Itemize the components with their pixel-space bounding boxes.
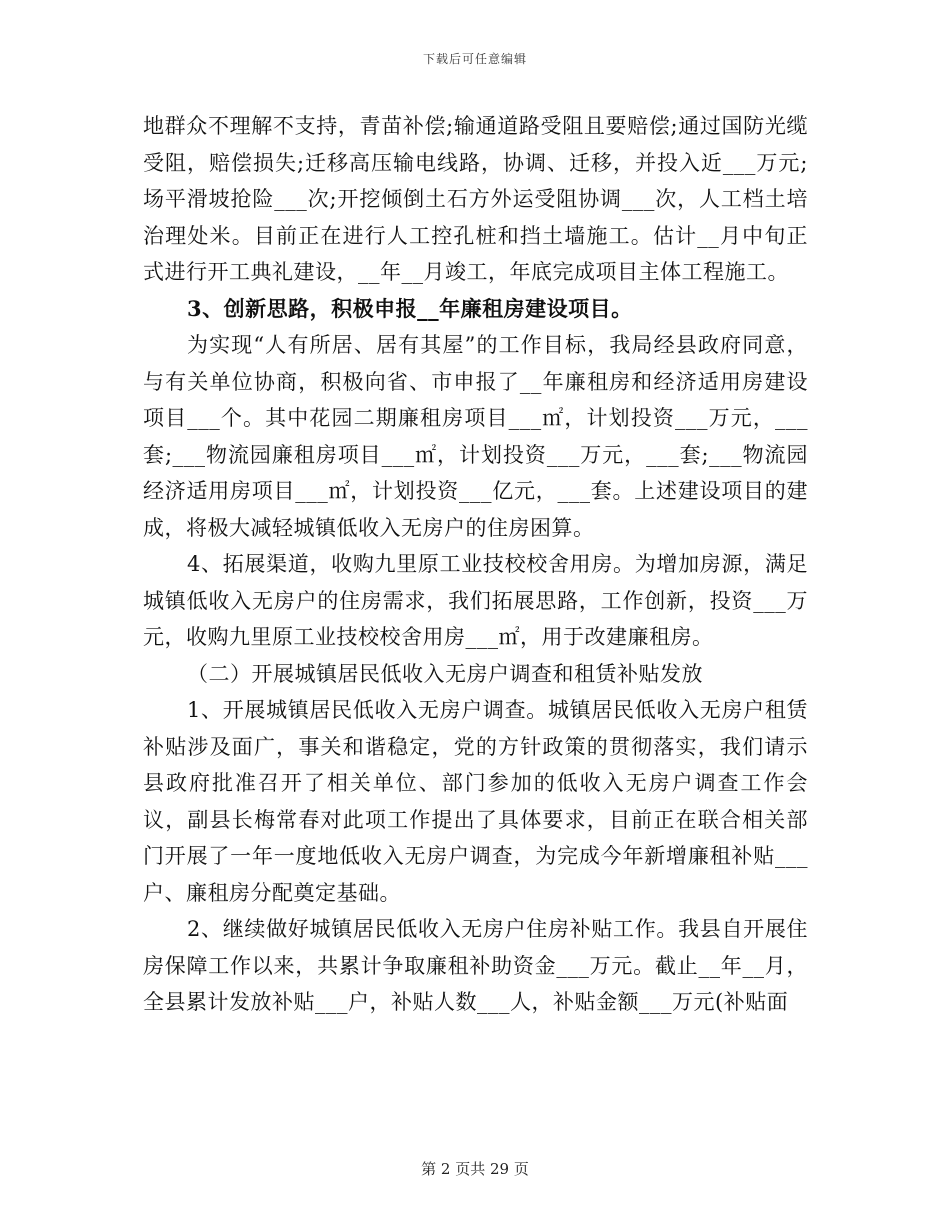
paragraph-survey: 1、开展城镇居民低收入无房户调查。城镇居民低收入无房户租赁补贴涉及面广，事关和谐稳定，党的方针政策的贯彻落实，我们请示县政府批准召开了相关单位、部门参加的低收入无房户调查工作会议，副县长梅常春对此项工作提出了具体要求，目前正在联合相关部门开展了一年一度地低收入无房户调查，为完成今年新增廉租补贴___户、廉租房分配奠定基础。 — [143, 698, 808, 905]
paragraph-continuation: 地群众不理解不支持，青苗补偿;输通道路受阻且要赔偿;通过国防光缆受阻，赔偿损失;迁移高压输电线路，协调、迁移，并投入近___万元;场平滑坡抢险___次;开挖倾倒土石方外运受阻协调___次，人工档土培治理处米。目前正在进行人工控孔桩和挡土墙施工。估计__月中旬正式进行开工典礼建设，__年__月竣工，年底完成项目主体工程施工。 — [143, 114, 808, 284]
section-heading-survey: （二）开展城镇居民低收入无房户调查和租赁补贴发放 — [187, 661, 703, 686]
paragraph-expand-channels: 4、拓展渠道，收购九里原工业技校校舍用房。为增加房源，满足城镇低收入无房户的住房需求，我们拓展思路，工作创新，投资___万元，收购九里原工业技校校舍用房___㎡，用于改建廉租房。 — [143, 552, 808, 649]
page-number: 第 2 页共 29 页 — [421, 1160, 529, 1178]
document-body — [143, 108, 808, 1021]
page-header: 下载后可任意编辑 — [422, 52, 527, 66]
paragraph-housing-projects: 为实现“人有所居、居有其屋”的工作目标，我局经县政府同意，与有关单位协商，积极向省、市申报了__年廉租房和经济适用房建设项目___个。其中花园二期廉租房项目___㎡，计划投资___万元，___套;___物流园廉租房项目___㎡，计划投资___万元，___套;___物流园经济适用房项目___㎡，计划投资___亿元，___套。上述建设项目的建成，将极大减轻城镇低收入无房户的住房困算。 — [143, 333, 808, 540]
paragraph-subsidy: 2、继续做好城镇居民低收入无房户住房补贴工作。我县自开展住房保障工作以来，共累计争取廉租补助资金___万元。截止__年__月，全县累计发放补贴___户，补贴人数___人，补贴金额___万元(补贴面 — [143, 917, 808, 1014]
section-heading-3: 3、创新思路，积极申报__年廉租房建设项目。 — [187, 295, 633, 321]
